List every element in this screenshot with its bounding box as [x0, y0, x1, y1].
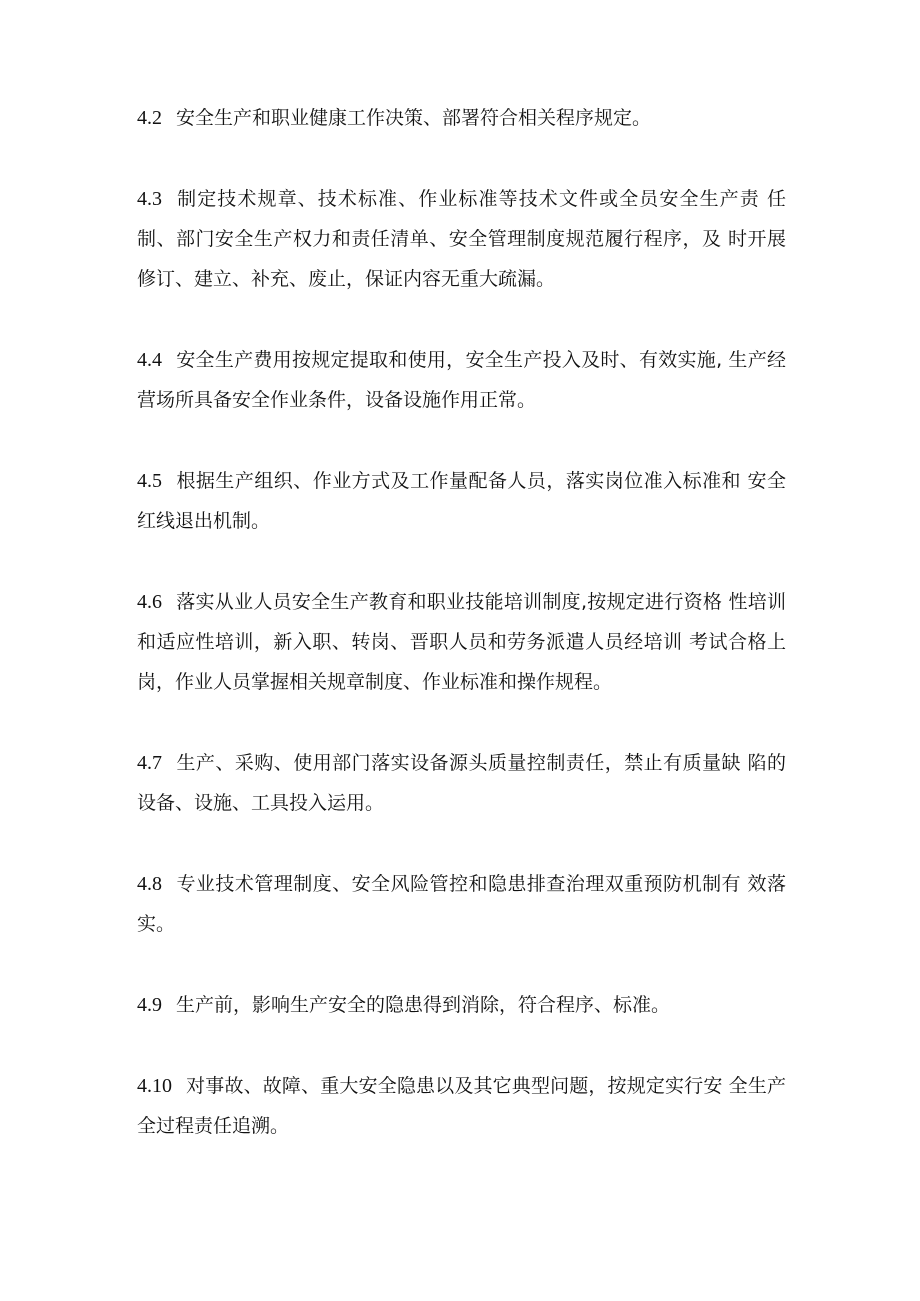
clause-text: 落实从业人员安全生产教育和职业技能培训制度,按规定进行资格 性培训和适应性培训，新入职、转岗、晋职人员和劳务派遣人员经培训 考试合格上岗，作业人员掌握相关规章制度、作业标准和操作规程。	[137, 591, 786, 693]
clause-number: 4.8	[137, 873, 162, 895]
clause-text: 制定技术规章、技术标准、作业标准等技术文件或全员安全生产责 任制、部门安全生产权力和责任清单、安全管理制度规范履行程序，及 时开展修订、建立、补充、废止，保证内容无重大疏漏。	[137, 188, 786, 290]
clause-number: 4.9	[137, 994, 162, 1016]
clause-4-3	[137, 179, 786, 299]
clause-4-4	[137, 340, 786, 420]
clause-4-6	[137, 582, 786, 702]
clause-4-9	[137, 985, 786, 1025]
clause-4-10	[137, 1066, 786, 1146]
clause-number: 4.3	[137, 188, 162, 210]
clause-4-2	[137, 98, 786, 138]
clause-4-7	[137, 743, 786, 823]
clause-text: 对事故、故障、重大安全隐患以及其它典型问题，按规定实行安 全生产全过程责任追溯。	[137, 1075, 786, 1137]
clause-number: 4.7	[137, 752, 162, 774]
clause-text: 专业技术管理制度、安全风险管控和隐患排查治理双重预防机制有 效落实。	[137, 873, 786, 935]
clause-number: 4.2	[137, 107, 162, 129]
clause-number: 4.6	[137, 591, 162, 613]
clause-number: 4.5	[137, 470, 162, 492]
clause-text: 安全生产和职业健康工作决策、部署符合相关程序规定。	[176, 107, 652, 129]
clause-text: 生产、采购、使用部门落实设备源头质量控制责任，禁止有质量缺 陷的设备、设施、工具投入运用。	[137, 752, 786, 814]
clause-4-5	[137, 461, 786, 541]
clause-text: 生产前，影响生产安全的隐患得到消除，符合程序、标准。	[176, 994, 671, 1016]
clause-number: 4.4	[137, 349, 162, 371]
clause-4-8	[137, 864, 786, 944]
clause-text: 根据生产组织、作业方式及工作量配备人员，落实岗位准入标准和 安全红线退出机制。	[137, 470, 786, 532]
clause-number: 4.10	[137, 1075, 172, 1097]
clause-text: 安全生产费用按规定提取和使用，安全生产投入及时、有效实施, 生产经营场所具备安全作业条件，设备设施作用正常。	[137, 349, 786, 411]
